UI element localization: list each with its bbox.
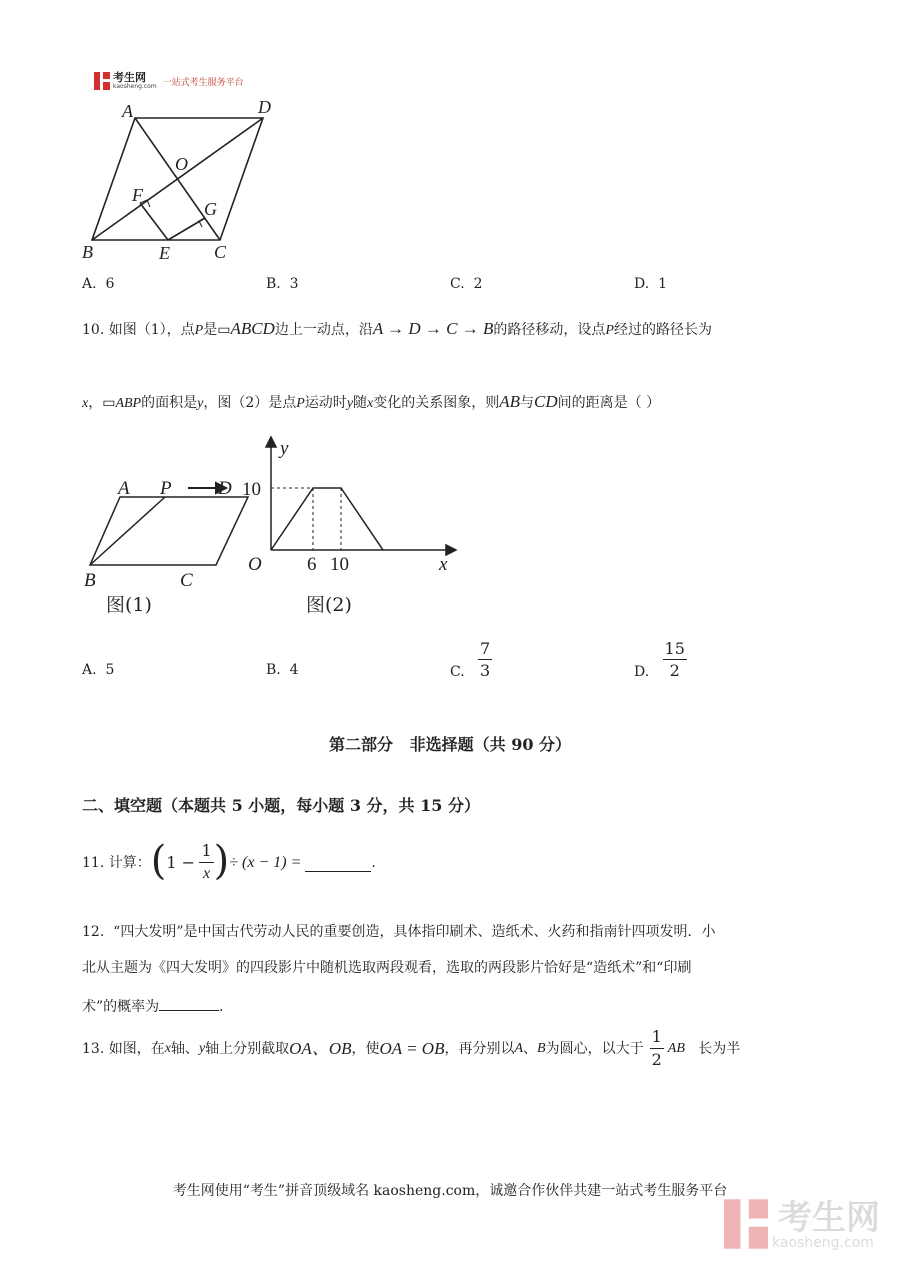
- q9-option-d: D. 1: [634, 276, 668, 292]
- q9-option-a: A. 6: [82, 276, 115, 292]
- label-f: F: [132, 185, 143, 205]
- q10-option-a: A. 5: [82, 662, 115, 678]
- label-e: E: [159, 243, 170, 263]
- label-b-2: B: [84, 570, 96, 591]
- logo-name: 考生网: [113, 71, 146, 84]
- logo-domain: kaosheng.com: [113, 83, 157, 90]
- x-tick-10: 10: [330, 554, 349, 575]
- label-b: B: [82, 242, 93, 262]
- figure-q10-1: [80, 470, 250, 620]
- q10-line-2: x，▭ABP的面积是y，图（2）是点P运动时y随x变化的关系图象，则AB与CD间的距离是（ ）: [82, 392, 661, 411]
- label-a-2: A: [118, 478, 130, 499]
- series-line: [271, 488, 383, 550]
- label-c: C: [214, 242, 227, 262]
- y-axis-arrow: [266, 437, 276, 447]
- segment-fe: [140, 203, 168, 240]
- parallelogram-abcd-2: [90, 497, 248, 565]
- origin-label: O: [248, 554, 262, 575]
- q12-answer-blank[interactable]: [159, 994, 219, 1011]
- watermark-name: 考生网: [778, 1198, 880, 1238]
- q13-line-1: 13. 如图，在 x 轴、 y 轴上分别截取 OA、OB ，使 OA = OB ，再分别以 A 、 B 为圆心，以大于 $\frac{1}{2}$ AB 长为半: [82, 1027, 741, 1069]
- header-logo: [94, 72, 244, 90]
- q10-line-1: 10. 如图（1），点P是▭ABCD边上一动点，沿A → D → C → B的路径移动，设点P经过的路径长为: [82, 319, 712, 338]
- q11: 11. 计算： ( 1 − $\frac{1}{x}$ ) ÷ (x − 1) = .: [82, 837, 376, 884]
- x-tick-6: 6: [307, 554, 317, 575]
- diagonal-bd: [92, 118, 263, 240]
- watermark-domain: kaosheng.com: [772, 1235, 874, 1251]
- frac-c-num: 7: [480, 639, 491, 658]
- frac-d-den: 2: [669, 661, 680, 680]
- q10-option-b: B. 4: [266, 662, 299, 678]
- label-o: O: [175, 154, 188, 174]
- y-tick-10: 10: [242, 479, 261, 500]
- watermark: [724, 1196, 880, 1256]
- label-c-2: C: [180, 570, 193, 591]
- frac-d-num: 15: [664, 639, 685, 658]
- logo-slogan: 一站式考生服务平台: [162, 77, 244, 88]
- q10-option-d: D. $\frac{15}{2}$: [634, 639, 685, 680]
- logo-icon: [94, 72, 110, 90]
- caption-fig-1: 图(1): [106, 594, 152, 616]
- q12-line-3: 术”的概率为 ．: [82, 994, 233, 1017]
- section2-title: 二、填空题（本题共 5 小题，每小题 3 分，共 15 分）: [82, 796, 480, 815]
- caption-fig-2: 图(2): [306, 594, 352, 616]
- x-axis-arrow: [446, 545, 456, 555]
- q12-line-1: 12. “四大发明”是中国古代劳动人民的重要创造，具体指印刷术、造纸术、火药和指南针四项发明．小: [82, 924, 716, 940]
- part2-title: 第二部分 非选择题（共 90 分）: [328, 735, 572, 754]
- q9-option-c: C. 2: [450, 276, 483, 292]
- label-p: P: [160, 478, 172, 499]
- label-d: D: [258, 97, 271, 117]
- footer-text: 考生网使用“考生”拼音顶级域名 kaosheng.com，诚邀合作伙伴共建一站式考生服务平台: [172, 1183, 728, 1199]
- watermark-logo-icon: [724, 1196, 768, 1256]
- q10-option-c: C. $\frac{7}{3}$: [450, 639, 491, 680]
- y-axis-label: y: [280, 438, 289, 459]
- q11-answer-blank[interactable]: [305, 853, 371, 872]
- label-d-2: D: [218, 478, 232, 499]
- q9-option-b: B. 3: [266, 276, 299, 292]
- figure-q9-parallelogram: [80, 95, 280, 265]
- segment-pb: [90, 497, 165, 565]
- figure-q10-2-chart: [240, 430, 465, 620]
- x-axis-label: x: [439, 554, 448, 575]
- q12-line-2: 北从主题为《四大发明》的四段影片中随机选取两段观看，选取的两段影片恰好是“造纸术”和“印刷: [82, 960, 692, 976]
- label-a: A: [122, 101, 133, 121]
- label-g: G: [204, 199, 217, 219]
- frac-c-den: 3: [480, 661, 491, 680]
